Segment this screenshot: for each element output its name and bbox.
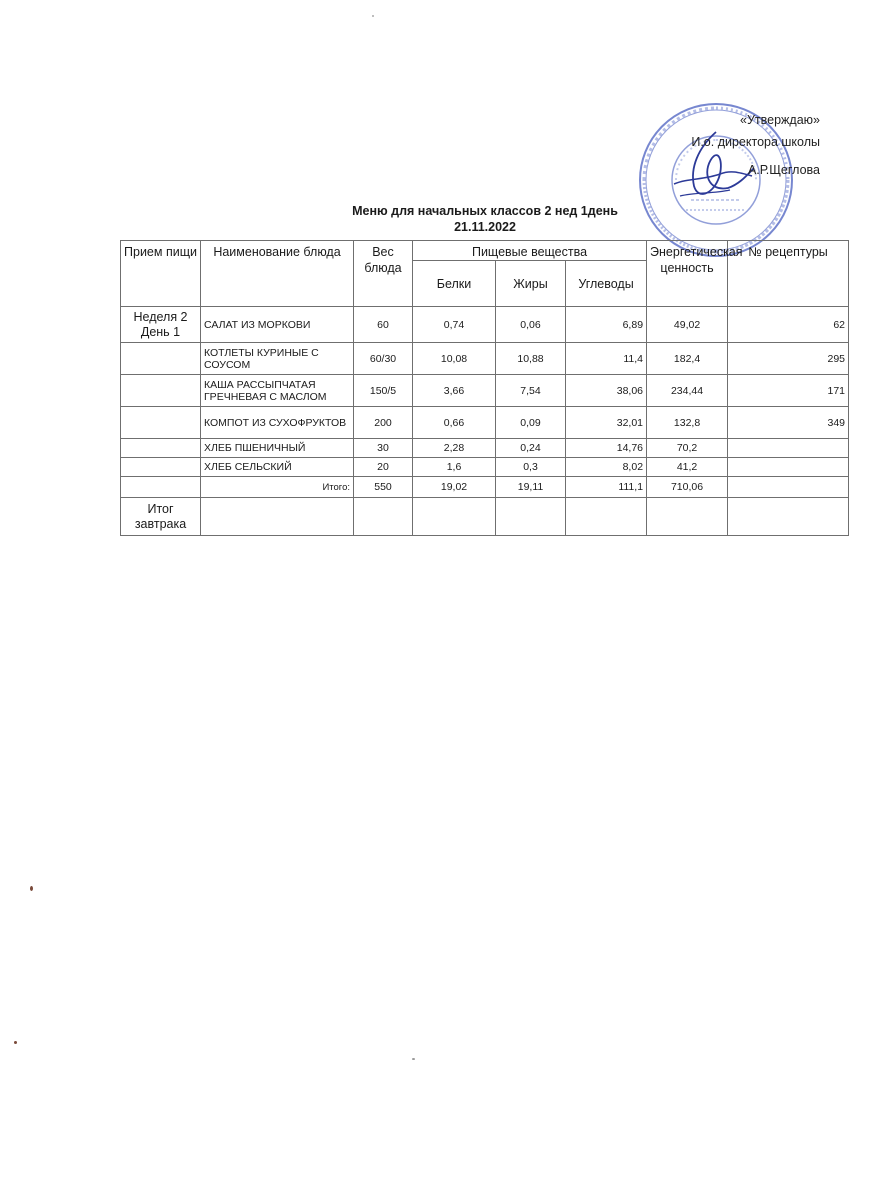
dish-weight: 20 bbox=[354, 458, 413, 477]
dish-name: САЛАТ ИЗ МОРКОВИ bbox=[201, 307, 354, 343]
dish-protein: 0,74 bbox=[413, 307, 496, 343]
header-carbs: Углеводы bbox=[566, 261, 647, 307]
header-nutrients: Пищевые вещества bbox=[413, 241, 647, 261]
breakfast-total-label: Итог завтрака bbox=[121, 498, 201, 536]
approval-heading: «Утверждаю» bbox=[740, 113, 820, 127]
dish-recipe bbox=[728, 458, 849, 477]
dish-carbs: 8,02 bbox=[566, 458, 647, 477]
dish-energy: 234,44 bbox=[647, 375, 728, 407]
dish-fat: 7,54 bbox=[496, 375, 566, 407]
table-row bbox=[121, 375, 849, 407]
header-energy: Энергетическая ценность bbox=[647, 241, 728, 307]
approval-position: И.о. директора школы bbox=[691, 135, 820, 149]
dish-fat: 0,09 bbox=[496, 407, 566, 439]
meal-label: Неделя 2 День 1 bbox=[121, 307, 201, 343]
dish-recipe: 171 bbox=[728, 375, 849, 407]
dish-name: ХЛЕБ СЕЛЬСКИЙ bbox=[201, 458, 354, 477]
dish-protein: 2,28 bbox=[413, 439, 496, 458]
dish-name: КОТЛЕТЫ КУРИНЫЕ С СОУСОМ bbox=[201, 343, 354, 375]
dish-carbs: 14,76 bbox=[566, 439, 647, 458]
dish-fat: 0,24 bbox=[496, 439, 566, 458]
total-weight: 550 bbox=[354, 477, 413, 498]
total-fat: 19,11 bbox=[496, 477, 566, 498]
approval-signer: А.Р.Щеглова bbox=[747, 163, 820, 177]
table-row bbox=[121, 458, 849, 477]
dish-recipe bbox=[728, 439, 849, 458]
menu-table bbox=[120, 240, 849, 536]
header-fat: Жиры bbox=[496, 261, 566, 307]
approval-block bbox=[691, 109, 820, 181]
total-protein: 19,02 bbox=[413, 477, 496, 498]
total-carbs: 111,1 bbox=[566, 477, 647, 498]
dish-energy: 70,2 bbox=[647, 439, 728, 458]
total-row bbox=[121, 477, 849, 498]
dish-fat: 10,88 bbox=[496, 343, 566, 375]
dish-weight: 30 bbox=[354, 439, 413, 458]
dish-weight: 60/30 bbox=[354, 343, 413, 375]
dish-carbs: 38,06 bbox=[566, 375, 647, 407]
dish-carbs: 11,4 bbox=[566, 343, 647, 375]
scan-speck bbox=[30, 886, 33, 891]
dish-energy: 182,4 bbox=[647, 343, 728, 375]
dish-weight: 200 bbox=[354, 407, 413, 439]
header-dish-name: Наименование блюда bbox=[201, 241, 354, 307]
dish-carbs: 32,01 bbox=[566, 407, 647, 439]
dish-energy: 49,02 bbox=[647, 307, 728, 343]
total-energy: 710,06 bbox=[647, 477, 728, 498]
dish-protein: 10,08 bbox=[413, 343, 496, 375]
dish-energy: 41,2 bbox=[647, 458, 728, 477]
table-row bbox=[121, 439, 849, 458]
dish-weight: 150/5 bbox=[354, 375, 413, 407]
scan-speck bbox=[14, 1041, 17, 1044]
table-row bbox=[121, 343, 849, 375]
dish-fat: 0,3 bbox=[496, 458, 566, 477]
header-protein: Белки bbox=[413, 261, 496, 307]
dish-name: КОМПОТ ИЗ СУХОФРУКТОВ bbox=[201, 407, 354, 439]
table-row bbox=[121, 407, 849, 439]
menu-title-line: Меню для начальных классов 2 нед 1день bbox=[352, 204, 618, 218]
table-row bbox=[121, 307, 849, 343]
dish-name: ХЛЕБ ПШЕНИЧНЫЙ bbox=[201, 439, 354, 458]
scan-speck bbox=[412, 1058, 415, 1060]
dish-protein: 3,66 bbox=[413, 375, 496, 407]
dish-recipe: 349 bbox=[728, 407, 849, 439]
dish-weight: 60 bbox=[354, 307, 413, 343]
dish-recipe: 295 bbox=[728, 343, 849, 375]
dish-recipe: 62 bbox=[728, 307, 849, 343]
total-label: Итого: bbox=[201, 477, 354, 498]
menu-date: 21.11.2022 bbox=[454, 220, 516, 234]
dish-protein: 0,66 bbox=[413, 407, 496, 439]
menu-title bbox=[120, 203, 850, 235]
scan-speck bbox=[372, 15, 374, 17]
header-weight: Вес блюда bbox=[354, 241, 413, 307]
dish-protein: 1,6 bbox=[413, 458, 496, 477]
header-recipe-number: № рецептуры bbox=[728, 241, 849, 307]
dish-energy: 132,8 bbox=[647, 407, 728, 439]
dish-fat: 0,06 bbox=[496, 307, 566, 343]
dish-name: КАША РАССЫПЧАТАЯ ГРЕЧНЕВАЯ С МАСЛОМ bbox=[201, 375, 354, 407]
dish-carbs: 6,89 bbox=[566, 307, 647, 343]
header-meal: Прием пищи bbox=[121, 241, 201, 307]
footer-row bbox=[121, 498, 849, 536]
